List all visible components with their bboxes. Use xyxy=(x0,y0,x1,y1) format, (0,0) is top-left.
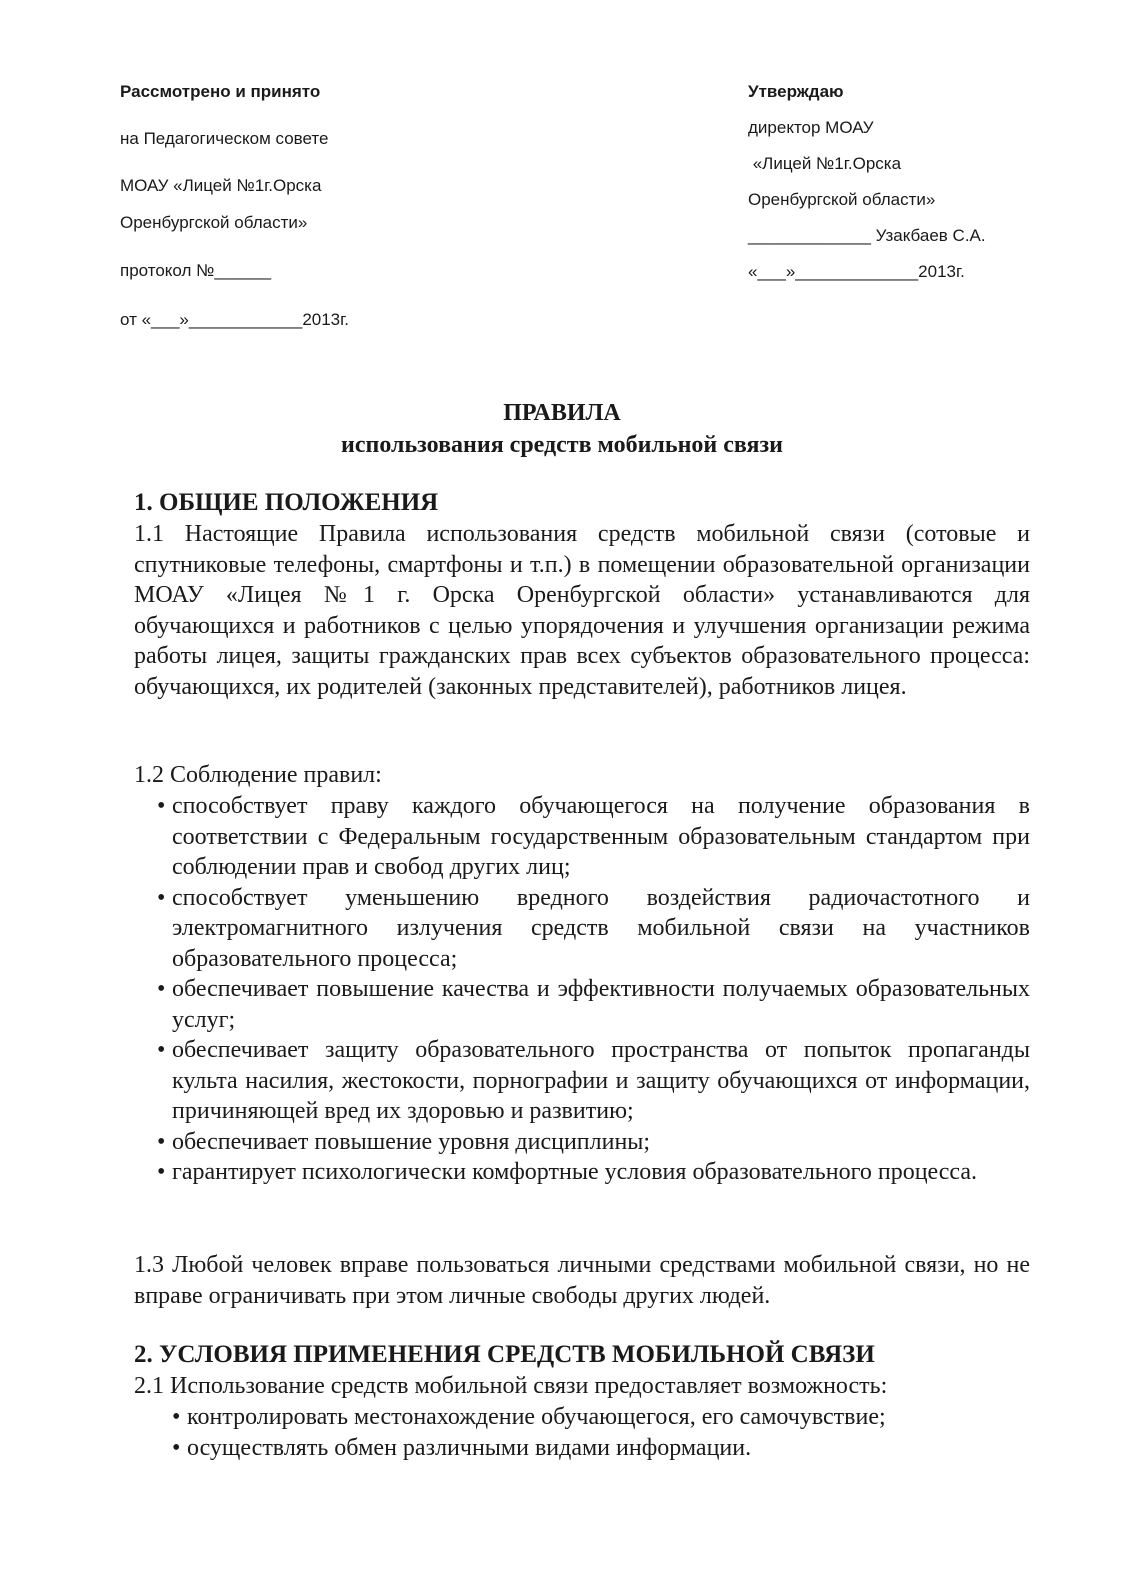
list-item: • гарантирует психологически комфортные условия образовательного процесса. xyxy=(172,1157,1030,1188)
bullet-icon: • xyxy=(157,1037,166,1063)
document-subtitle: использования средств мобильной связи xyxy=(341,432,783,458)
list-item: • осуществлять обмен различными видами информации. xyxy=(187,1433,1030,1464)
approval-right-date: «___»_____________2013г. xyxy=(748,262,965,281)
approval-right-region: Оренбургской области» xyxy=(748,190,936,209)
list-item: • обеспечивает повышение качества и эффективности получаемых образовательных услуг; xyxy=(157,976,1030,1033)
paragraph-1-1: 1.1 Настоящие Правила использования средств мобильной связи (сотовые и спутниковые телефоны, смартфоны и т.п.) в помещении образовательной организации МОАУ «Лицея №1 г. Орска Оренбургской области» устанавливаются для обучающихся и работников с целью упорядочения и улучшения организации режима работы лицея, защиты гражданских прав всех субъектов образовательного процесса: обучающихся, их родителей (законных представителей), работников лицея. xyxy=(134,521,1030,700)
approval-left-protocol: протокол №______ xyxy=(120,261,272,280)
bullet-icon: • xyxy=(157,793,166,819)
approval-right-org: «Лицей №1г.Орска xyxy=(748,154,902,173)
list-item: • контролировать местонахождение обучающегося, его самочувствие; xyxy=(187,1402,1030,1433)
approval-right-block xyxy=(748,0,986,281)
section1-bullet-list xyxy=(157,791,1030,1188)
paragraph-2-1: 2.1 Использование средств мобильной связи предоставляет возможность: xyxy=(134,1373,888,1399)
list-item: • способствует праву каждого обучающегося на получение образования в соответствии с Федеральным государственным образовательным стандартом при соблюдении прав и свобод других лиц; xyxy=(157,793,1030,880)
approval-left-region: Оренбургской области» xyxy=(120,213,308,232)
paragraph-1-3: 1.3 Любой человек вправе пользоваться личными средствами мобильной связи, но не вправе ограничивать при этом личные свободы других людей. xyxy=(134,1252,1030,1309)
bullet-icon: • xyxy=(157,1159,166,1185)
section1-heading: 1. ОБЩИЕ ПОЛОЖЕНИЯ xyxy=(134,489,439,516)
section2-bullet-list xyxy=(172,1402,1030,1463)
bullet-icon: • xyxy=(157,884,166,911)
list-item: • обеспечивает защиту образовательного пространства от попыток пропаганды культа насилия, жестокости, порнографии и защиту обучающихся от информации, причиняющей вред их здоровью и развитию; xyxy=(157,1037,1030,1124)
bullet-icon: • xyxy=(157,1128,166,1155)
bullet-icon: • xyxy=(157,976,166,1002)
document-title: ПРАВИЛА xyxy=(503,400,621,426)
list-item: • способствует уменьшению вредного воздействия радиочастотного и электромагнитного излучения средств мобильной связи на участников образовательного процесса; xyxy=(157,884,1030,972)
section2-heading: 2. УСЛОВИЯ ПРИМЕНЕНИЯ СРЕДСТВ МОБИЛЬНОЙ СВЯЗИ xyxy=(134,1341,875,1368)
approval-right-title: Утверждаю xyxy=(748,82,844,101)
approval-left-block xyxy=(120,0,349,329)
approval-left-date: от «___»____________2013г. xyxy=(120,310,349,329)
approval-left-title: Рассмотрено и принято xyxy=(120,82,321,101)
bullet-icon: • xyxy=(172,1434,181,1461)
approval-left-org: МОАУ «Лицей №1г.Орска xyxy=(120,176,322,195)
approval-right-signature: _____________ Узакбаев С.А. xyxy=(748,226,986,245)
paragraph-1-2: 1.2 Соблюдение правил: xyxy=(134,762,382,788)
approval-right-position: директор МОАУ xyxy=(748,118,874,137)
approval-left-council: на Педагогическом совете xyxy=(120,129,329,148)
bullet-icon: • xyxy=(172,1404,181,1430)
list-item: • обеспечивает повышение уровня дисциплины; xyxy=(172,1127,1030,1158)
